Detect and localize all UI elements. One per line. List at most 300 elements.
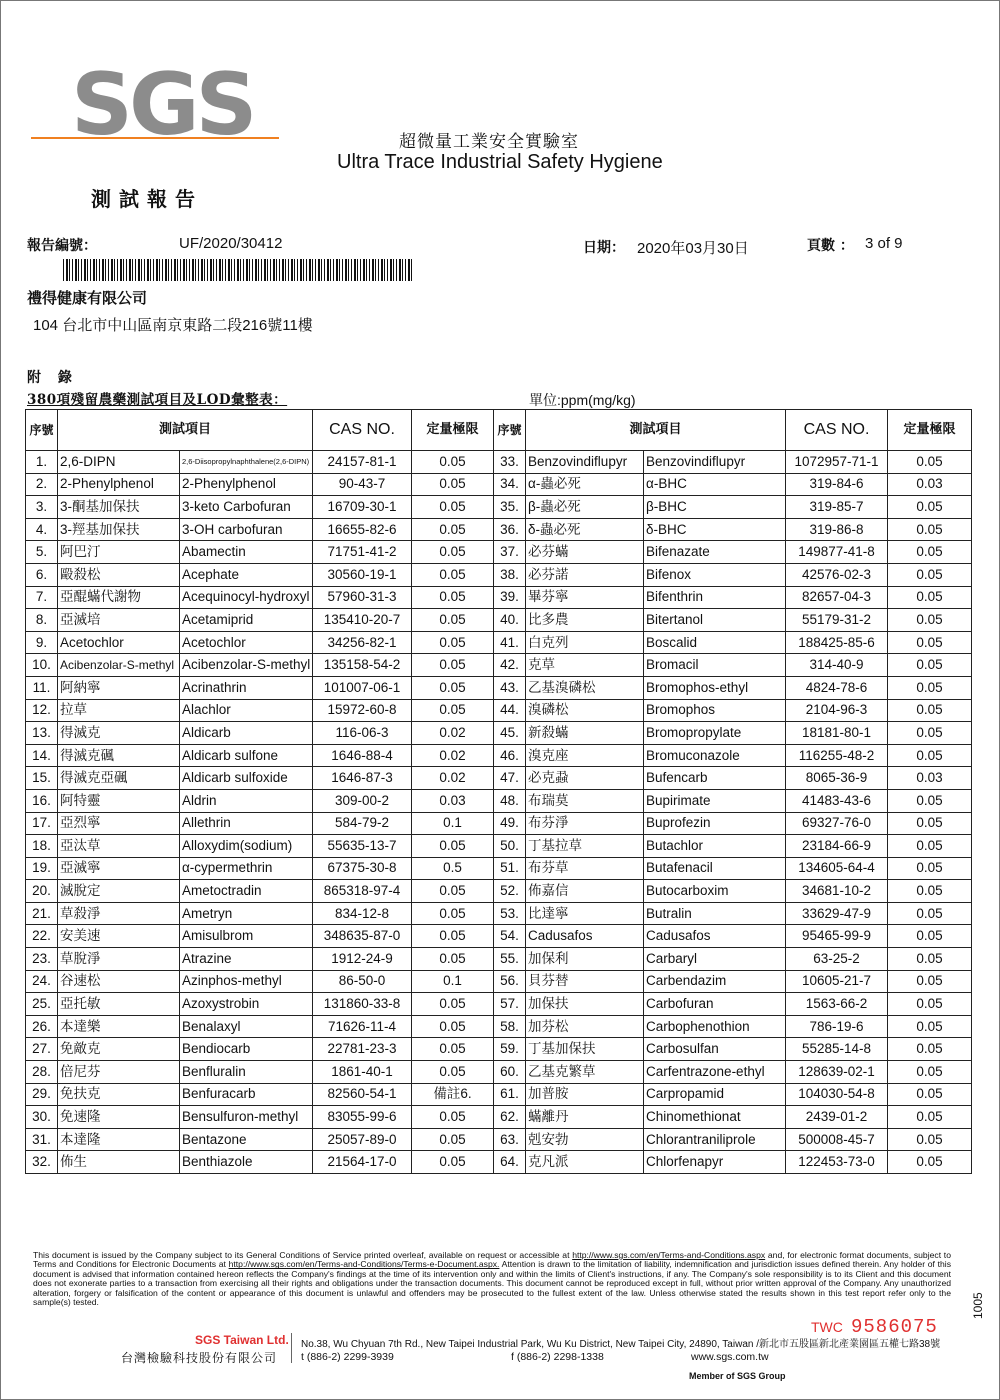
item-name-en: Benzovindiflupyr [644,451,786,474]
cas-number: 67375-30-8 [313,857,412,880]
lod-value: 0.05 [888,518,972,541]
item-name-en: Benalaxyl [180,1015,313,1038]
row-number: 51. [494,857,526,880]
item-name-cn: 得滅克碸 [58,744,180,767]
item-name-en: Acequinocyl-hydroxyl [180,586,313,609]
lod-value: 0.03 [412,789,494,812]
table-row [26,993,972,1016]
table-row [26,473,972,496]
item-name-en: Benthiazole [180,1151,313,1174]
item-name-en: Bupirimate [644,789,786,812]
table-row [26,722,972,745]
item-name-en: Bufencarb [644,767,786,790]
lod-value: 0.05 [412,586,494,609]
item-name-en: Bromopropylate [644,722,786,745]
table-row [26,812,972,835]
sgs-taiwan-name: SGS Taiwan Ltd. [195,1333,289,1347]
cas-number: 865318-97-4 [313,880,412,903]
lod-value: 0.05 [412,993,494,1016]
item-name-en: Bromuconazole [644,744,786,767]
item-name-cn: β-蟲必死 [526,496,644,519]
lod-value: 0.1 [412,970,494,993]
lod-value: 0.05 [888,993,972,1016]
row-number: 10. [26,654,58,677]
cas-number: 128639-02-1 [786,1061,888,1084]
item-name-cn: α-蟲必死 [526,473,644,496]
member-of-sgs-group: Member of SGS Group [689,1371,786,1381]
row-number: 34. [494,473,526,496]
item-name-en: Butafenacil [644,857,786,880]
lod-value: 0.05 [888,1128,972,1151]
row-number: 52. [494,880,526,903]
unit-label: 單位:ppm(mg/kg) [529,392,636,408]
table-row [26,970,972,993]
lod-value: 0.05 [412,541,494,564]
cas-number: 1646-88-4 [313,744,412,767]
page-label: 頁數 ： [807,238,854,254]
lod-value: 0.05 [412,654,494,677]
row-number: 28. [26,1061,58,1084]
cas-number: 135410-20-7 [313,609,412,632]
row-number: 11. [26,676,58,699]
row-number: 35. [494,496,526,519]
item-name-en: Butocarboxim [644,880,786,903]
item-name-cn: 克凡派 [526,1151,644,1174]
item-name-cn: 亞汰草 [58,835,180,858]
row-number: 31. [26,1128,58,1151]
cas-number: 786-19-6 [786,1015,888,1038]
row-number: 64. [494,1151,526,1174]
cas-number: 16709-30-1 [313,496,412,519]
table-row [26,1061,972,1084]
cas-number: 116-06-3 [313,722,412,745]
cas-number: 4824-78-6 [786,676,888,699]
row-number: 12. [26,699,58,722]
item-name-en: Chlorantraniliprole [644,1128,786,1151]
item-name-cn: 新殺蟎 [526,722,644,745]
lod-value: 0.05 [888,948,972,971]
item-name-en: Bromacil [644,654,786,677]
lod-value: 0.05 [412,563,494,586]
sgs-fax: f (886-2) 2298-1338 [511,1351,604,1363]
lod-value: 0.05 [888,880,972,903]
cas-number: 1072957-71-1 [786,451,888,474]
item-name-en: Acephate [180,563,313,586]
row-number: 50. [494,835,526,858]
item-name-en: Atrazine [180,948,313,971]
cas-number: 1861-40-1 [313,1061,412,1084]
report-title: 測試報告 [91,187,203,211]
report-no: UF/2020/30412 [179,235,283,252]
item-name-cn: 拉草 [58,699,180,722]
row-number: 26. [26,1015,58,1038]
item-name-en: Acetamiprid [180,609,313,632]
table-title: 380項殘留農藥測試項目及LOD彙整表： [27,392,288,408]
report-date: 2020年03月30日 [637,240,749,257]
row-number: 62. [494,1106,526,1129]
lod-value: 0.05 [412,835,494,858]
cas-number: 2104-96-3 [786,699,888,722]
row-number: 47. [494,767,526,790]
item-name-cn: 3-羥基加保扶 [58,518,180,541]
lod-value: 0.03 [888,473,972,496]
item-name-cn: 得滅克亞碸 [58,767,180,790]
row-number: 39. [494,586,526,609]
item-name-cn: 加保利 [526,948,644,971]
item-name-cn: 谷速松 [58,970,180,993]
footer-divider [291,1333,292,1363]
cas-number: 101007-06-1 [313,676,412,699]
sgs-address: No.38, Wu Chyuan 7th Rd., New Taipei Industrial Park, Wu Ku District, New Taipei City, 24890, Taiwan /新北市五股區新北產業園區五權七路38號 [301,1339,941,1350]
item-name-cn: 本達樂 [58,1015,180,1038]
item-name-cn: 布瑞莫 [526,789,644,812]
cas-number: 41483-43-6 [786,789,888,812]
item-name-cn: 毆殺松 [58,563,180,586]
cas-number: 18181-80-1 [786,722,888,745]
lod-value: 0.05 [888,1106,972,1129]
cas-number: 134605-64-4 [786,857,888,880]
lod-value: 0.1 [412,812,494,835]
item-name-en: Boscalid [644,631,786,654]
lod-value: 0.05 [412,948,494,971]
item-name-en: Allethrin [180,812,313,835]
lod-value: 0.05 [888,744,972,767]
item-name-cn: 本達隆 [58,1128,180,1151]
item-name-cn: δ-蟲必死 [526,518,644,541]
table-row [26,835,972,858]
lod-value: 0.05 [412,699,494,722]
sgs-website[interactable]: www.sgs.com.tw [691,1351,769,1363]
item-name-cn: 免扶克 [58,1083,180,1106]
table-row [26,1083,972,1106]
lod-value: 0.05 [412,609,494,632]
date-label: 日期： [583,240,625,256]
cas-number: 834-12-8 [313,902,412,925]
item-name-en: Ametryn [180,902,313,925]
item-name-cn: 亞滅培 [58,609,180,632]
row-number: 44. [494,699,526,722]
table-row [26,563,972,586]
item-name-cn: 蟎離丹 [526,1106,644,1129]
item-name-en: Carpropamid [644,1083,786,1106]
header-lod: 定量極限 [412,410,494,451]
lod-value: 0.05 [888,631,972,654]
item-name-en: Azoxystrobin [180,993,313,1016]
table-row [26,789,972,812]
table-row [26,541,972,564]
cas-number: 24157-81-1 [313,451,412,474]
item-name-cn: 草殺淨 [58,902,180,925]
lod-value: 0.05 [888,451,972,474]
item-name-cn: 白克列 [526,631,644,654]
item-name-cn: 溴克座 [526,744,644,767]
item-name-cn: Cadusafos [526,925,644,948]
item-name-en: Abamectin [180,541,313,564]
table-row [26,699,972,722]
row-number: 8. [26,609,58,632]
header-cas: CAS NO. [313,410,412,451]
row-number: 59. [494,1038,526,1061]
item-name-cn: 必芬蟎 [526,541,644,564]
lod-value: 0.02 [412,744,494,767]
row-number: 22. [26,925,58,948]
row-number: 43. [494,676,526,699]
item-name-cn: 克草 [526,654,644,677]
cas-number: 71751-41-2 [313,541,412,564]
item-name-en: Chlorfenapyr [644,1151,786,1174]
cas-number: 57960-31-3 [313,586,412,609]
cas-number: 2439-01-2 [786,1106,888,1129]
row-number: 4. [26,518,58,541]
lab-name-en: Ultra Trace Industrial Safety Hygiene [337,151,663,173]
item-name-cn: 加芬松 [526,1015,644,1038]
row-number: 41. [494,631,526,654]
table-row [26,880,972,903]
item-name-cn: 滅脫定 [58,880,180,903]
cas-number: 131860-33-8 [313,993,412,1016]
cas-number: 1912-24-9 [313,948,412,971]
table-row [26,586,972,609]
row-number: 45. [494,722,526,745]
lod-value: 0.05 [888,925,972,948]
row-number: 60. [494,1061,526,1084]
table-row [26,925,972,948]
cas-number: 8065-36-9 [786,767,888,790]
row-number: 54. [494,925,526,948]
sgs-taiwan-name-cn: 台灣檢驗科技股份有限公司 [121,1351,278,1365]
table-row [26,1151,972,1174]
cas-number: 71626-11-4 [313,1015,412,1038]
row-number: 30. [26,1106,58,1129]
item-name-en: Carbofuran [644,993,786,1016]
row-number: 3. [26,496,58,519]
report-barcode [63,259,413,281]
table-row [26,1015,972,1038]
item-name-en: 2,6-Diisopropylnaphthalene(2,6-DIPN) [180,451,313,474]
twc-number: 9586075 [851,1316,938,1338]
item-name-cn: 布芬淨 [526,812,644,835]
lod-value: 0.05 [888,699,972,722]
item-name-cn: 加保扶 [526,993,644,1016]
row-number: 9. [26,631,58,654]
lod-value: 0.05 [412,451,494,474]
item-name-en: Azinphos-methyl [180,970,313,993]
item-name-cn: 溴磷松 [526,699,644,722]
item-name-cn: 必克蝨 [526,767,644,790]
header-item: 測試項目 [58,410,313,451]
lod-value: 0.05 [412,1015,494,1038]
lod-value: 0.05 [888,563,972,586]
disclaimer-part-b: and, for electronic format documents, subject to Terms and Conditions for Electronic Documents at [33,1250,951,1270]
item-name-en: Bromophos [644,699,786,722]
row-number: 53. [494,902,526,925]
item-name-cn: 丁基加保扶 [526,1038,644,1061]
item-name-cn: 乙基克繁草 [526,1061,644,1084]
pesticide-lod-table [25,409,972,1174]
lod-value: 0.05 [412,925,494,948]
cas-number: 69327-76-0 [786,812,888,835]
item-name-en: Alloxydim(sodium) [180,835,313,858]
sgs-logo-text: SGS [71,55,254,155]
header-seq: 序號 [26,410,58,451]
sgs-telephone: t (886-2) 2299-3939 [301,1351,394,1363]
item-name-cn: Acetochlor [58,631,180,654]
table-row [26,767,972,790]
cas-number: 1646-87-3 [313,767,412,790]
lod-value: 0.05 [888,676,972,699]
lod-value: 0.05 [888,835,972,858]
item-name-en: Benfluralin [180,1061,313,1084]
row-number: 63. [494,1128,526,1151]
terms-link[interactable]: http://www.sgs.com/en/Terms-and-Conditions.aspx [572,1250,766,1260]
item-name-cn: 2-Phenylphenol [58,473,180,496]
row-number: 27. [26,1038,58,1061]
client-address: 104 台北市中山區南京東路二段216號11樓 [33,317,313,334]
cas-number: 90-43-7 [313,473,412,496]
item-name-en: Alachlor [180,699,313,722]
disclaimer-part-c: Attention is drawn to the limitation of liability, indemnification and jurisdiction issues defined therein. Any holder of this document is advised that information contained hereon reflects the Company's findings at the time of its intervention only and within the limits of Client's instructions, if any. The Company's sole responsibility is to its Client and this document does not exonerate parties to a transaction from exercising all their rights and obligations under the transaction documents. This document cannot be reproduced except in full, without prior written approval of the Company. Any unauthorized alteration, forgery or falsification of the content or appearance of this document is unlawful and offenders may be prosecuted to the fullest extent of the law. Unless otherwise stated the results shown in this test report refer only to the sample(s) tested. [33,1259,951,1308]
cas-number: 319-84-6 [786,473,888,496]
lod-value: 0.05 [412,902,494,925]
cas-number: 42576-02-3 [786,563,888,586]
cas-number: 16655-82-6 [313,518,412,541]
row-number: 2. [26,473,58,496]
lod-value: 0.03 [888,767,972,790]
item-name-cn: 2,6-DIPN [58,451,180,474]
row-number: 24. [26,970,58,993]
row-number: 18. [26,835,58,858]
row-number: 19. [26,857,58,880]
header-item-2: 測試項目 [526,410,786,451]
row-number: 25. [26,993,58,1016]
item-name-cn: 阿納寧 [58,676,180,699]
row-number: 61. [494,1083,526,1106]
table-row [26,518,972,541]
item-name-cn: 乙基溴磷松 [526,676,644,699]
item-name-en: Aldicarb [180,722,313,745]
cas-number: 116255-48-2 [786,744,888,767]
lod-value: 0.05 [412,496,494,519]
cas-number: 10605-21-7 [786,970,888,993]
item-name-cn: 草脫淨 [58,948,180,971]
row-number: 13. [26,722,58,745]
item-name-en: β-BHC [644,496,786,519]
lod-value: 0.05 [888,541,972,564]
row-number: 21. [26,902,58,925]
item-name-cn: 亞滅寧 [58,857,180,880]
row-number: 49. [494,812,526,835]
lod-value: 0.02 [412,767,494,790]
item-name-en: Bifenazate [644,541,786,564]
item-name-cn: 剋安勃 [526,1128,644,1151]
table-row [26,1106,972,1129]
table-row [26,631,972,654]
cas-number: 188425-85-6 [786,631,888,654]
lod-value: 0.05 [412,880,494,903]
cas-number: 34256-82-1 [313,631,412,654]
item-name-en: Carbosulfan [644,1038,786,1061]
table-row [26,676,972,699]
item-name-en: Acrinathrin [180,676,313,699]
row-number: 48. [494,789,526,812]
appendix-label: 附 錄 [27,370,78,386]
table-row [26,1038,972,1061]
lod-value: 0.05 [412,518,494,541]
item-name-en: Buprofezin [644,812,786,835]
cas-number: 55635-13-7 [313,835,412,858]
item-name-cn: 丁基拉草 [526,835,644,858]
row-number: 14. [26,744,58,767]
cas-number: 95465-99-9 [786,925,888,948]
item-name-en: Ametoctradin [180,880,313,903]
cas-number: 314-40-9 [786,654,888,677]
item-name-en: 3-keto Carbofuran [180,496,313,519]
lod-value: 0.02 [412,722,494,745]
lod-value: 0.05 [888,857,972,880]
table-row [26,857,972,880]
item-name-en: Cadusafos [644,925,786,948]
lod-value: 0.05 [412,1038,494,1061]
item-name-en: Bifenox [644,563,786,586]
lod-value: 0.05 [888,1015,972,1038]
row-number: 58. [494,1015,526,1038]
row-number: 15. [26,767,58,790]
cas-number: 319-86-8 [786,518,888,541]
row-number: 29. [26,1083,58,1106]
item-name-cn: 畢芬寧 [526,586,644,609]
lod-value: 0.05 [888,1083,972,1106]
table-row [26,948,972,971]
header-cas-2: CAS NO. [786,410,888,451]
row-number: 42. [494,654,526,677]
row-number: 6. [26,563,58,586]
item-name-cn: 佈嘉信 [526,880,644,903]
item-name-cn: 得滅克 [58,722,180,745]
header-seq-2: 序號 [494,410,526,451]
row-number: 20. [26,880,58,903]
cas-number: 63-25-2 [786,948,888,971]
row-number: 5. [26,541,58,564]
side-number: 1005 [971,1292,985,1319]
item-name-en: Bifenthrin [644,586,786,609]
cas-number: 86-50-0 [313,970,412,993]
row-number: 36. [494,518,526,541]
item-name-cn: 布芬草 [526,857,644,880]
e-document-terms-link[interactable]: http://www.sgs.com/en/Terms-and-Conditions/Terms-e-Document.aspx. [228,1259,500,1270]
item-name-cn: 亞烈寧 [58,812,180,835]
table-row [26,496,972,519]
lod-value: 0.05 [888,654,972,677]
legal-disclaimer [33,1251,951,1307]
cas-number: 22781-23-3 [313,1038,412,1061]
lod-value: 0.05 [888,496,972,519]
cas-number: 348635-87-0 [313,925,412,948]
table-row [26,1128,972,1151]
item-name-en: Benfuracarb [180,1083,313,1106]
lod-value: 0.05 [412,1128,494,1151]
item-name-cn: 阿特靈 [58,789,180,812]
lod-value: 0.05 [888,1151,972,1174]
header-lod-2: 定量極限 [888,410,972,451]
cas-number: 34681-10-2 [786,880,888,903]
item-name-cn: 比多農 [526,609,644,632]
cas-number: 309-00-2 [313,789,412,812]
cas-number: 104030-54-8 [786,1083,888,1106]
report-no-label: 報告編號： [27,238,97,254]
item-name-en: Acibenzolar-S-methyl [180,654,313,677]
cas-number: 30560-19-1 [313,563,412,586]
item-name-cn: 阿巴汀 [58,541,180,564]
